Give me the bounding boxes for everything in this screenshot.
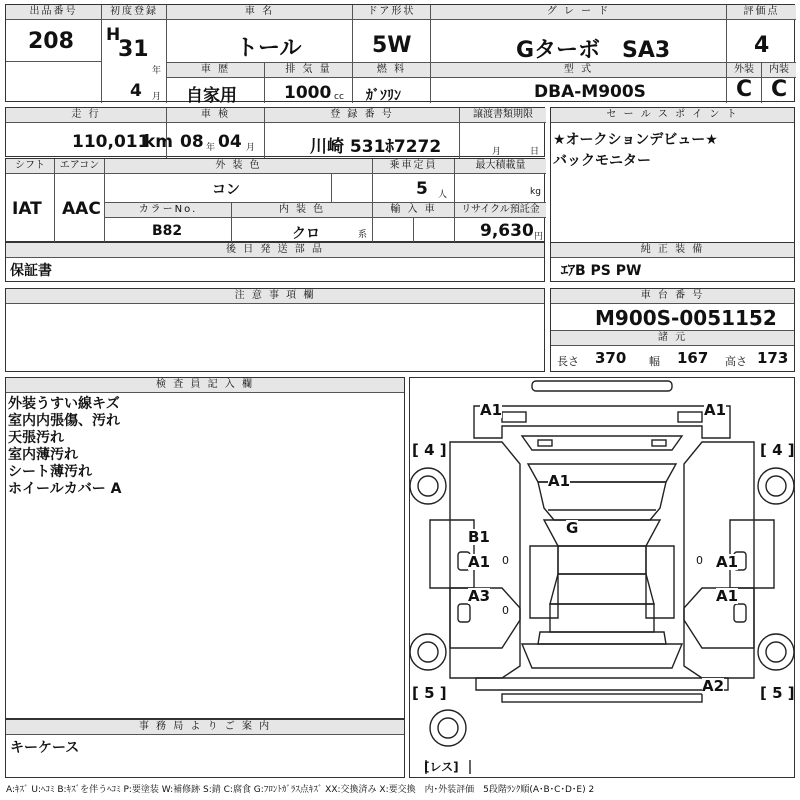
ext-score: C (736, 77, 753, 102)
damage-mark-7: A1 (716, 553, 739, 571)
year-unit: 年 (152, 66, 162, 76)
int-color-label: 内 装 色 (232, 203, 372, 218)
insp-year: 08 (180, 132, 204, 152)
chassis-label: 車 台 番 号 (551, 289, 794, 304)
equipment-block (550, 242, 795, 282)
inspector-label: 検 査 員 記 入 欄 (6, 378, 404, 393)
grade-label: グ レ ー ド (431, 5, 726, 20)
damage-mark-9: A1 (716, 587, 739, 605)
inspector-line-1: 外装うすい線キズ (8, 396, 120, 412)
specs-block (5, 158, 545, 242)
header-block (5, 4, 795, 106)
notes-block (5, 288, 545, 372)
era: H (106, 25, 121, 45)
damage-mark-1: A1 (480, 401, 503, 419)
plate-number: 川崎 531ﾎ7272 (310, 137, 442, 157)
recycle-label: リサイクル預託金 (455, 203, 546, 218)
zero-mark-1: 0 (502, 554, 509, 567)
tire-rear-right: [ 5 ] (760, 684, 795, 702)
damage-mark-10: A2 (702, 677, 725, 695)
equipment-value: ｴｱB PS PW (561, 263, 642, 279)
inspector-line-2: 室内内張傷、汚れ (8, 413, 120, 429)
delivery-label: 後 日 発 送 部 品 (6, 243, 544, 258)
mileage-unit: km (144, 132, 174, 152)
length-label: 長さ (557, 355, 579, 368)
zero-mark-3: 0 (502, 604, 509, 617)
length: 370 (595, 349, 627, 367)
score: 4 (754, 33, 770, 58)
model-label: 型 式 (431, 63, 726, 78)
footer-legend: A:ｷｽﾞ U:ﾍｺﾐ B:ｷｽﾞを伴うﾍｺﾐ P:要塗装 W:補修跡 S:錆 C:腐食 G:ﾌﾛﾝﾄｶﾞﾗｽ点ｷｽﾞ XX:交換済み X:要交換 内･外装評価 5段階ﾗﾝｸ順(A･B･C･D･E) 2 (6, 785, 595, 795)
sales-point-label: セ ー ル ス ポ イ ン ト (551, 108, 794, 123)
insp-month: 04 (218, 132, 242, 152)
damage-mark-5: B1 (468, 528, 490, 546)
lot-number: 208 (28, 29, 74, 54)
damage-mark-4: G (566, 519, 579, 537)
office-value: キーケース (10, 740, 80, 756)
damage-mark-2: A1 (704, 401, 727, 419)
delivery-block (5, 242, 545, 282)
insp-year-unit: 年 (206, 143, 216, 153)
chassis-number: M900S-0051152 (595, 306, 777, 330)
office-label: 事 務 局 よ り ご 案 内 (6, 720, 404, 735)
transfer-day: 日 (530, 147, 540, 157)
door-type: 5W (372, 33, 412, 58)
history-label: 車 歴 (167, 63, 264, 78)
first-reg-label: 初度登録 (102, 5, 166, 20)
recycle-unit: 円 (534, 232, 544, 242)
displacement: 1000 (284, 83, 332, 103)
notes-label: 注 意 事 項 欄 (6, 289, 544, 304)
inspector-block (5, 377, 405, 719)
car-outline (410, 378, 794, 777)
car-diagram (409, 377, 795, 778)
lot-label: 出品番号 (6, 5, 101, 20)
displacement-label: 排 気 量 (265, 63, 352, 78)
mileage-label: 走 行 (6, 108, 166, 123)
score-label: 評価点 (727, 5, 796, 20)
ext-color-label: 外 装 色 (105, 159, 372, 174)
inspection-label: 車 検 (167, 108, 264, 123)
import-label: 輸 入 車 (373, 203, 454, 218)
int-score: C (771, 77, 788, 102)
insp-month-unit: 月 (246, 143, 256, 153)
displacement-unit: cc (334, 92, 344, 102)
history: 自家用 (186, 86, 237, 106)
sales-point-2: バックモニター (553, 153, 651, 169)
fuel: ｶﾞｿﾘﾝ (366, 88, 401, 104)
height: 173 (757, 349, 789, 367)
chassis-block (550, 288, 795, 372)
model: DBA-M900S (534, 82, 646, 102)
color-no: B82 (152, 223, 183, 239)
int-color: クロ (292, 226, 320, 242)
load-label: 最大積載量 (455, 159, 546, 174)
damage-mark-6: A1 (468, 553, 491, 571)
month-unit: 月 (152, 92, 162, 102)
width: 167 (677, 349, 709, 367)
ext-color: コン (212, 182, 240, 198)
dims-label: 諸 元 (551, 330, 794, 346)
tire-front-left: [ 4 ] (412, 441, 447, 459)
recycle-fee: 9,630 (480, 221, 534, 241)
aircon: AAC (62, 199, 101, 219)
transfer-label: 譲渡書類期限 (460, 108, 546, 123)
reg-year: 31 (118, 37, 149, 62)
color-no-label: カラーNo. (105, 203, 231, 218)
ext-label: 外装 (727, 63, 761, 78)
capacity: 5 (416, 179, 428, 199)
capacity-label: 乗車定員 (373, 159, 454, 174)
int-label: 内装 (762, 63, 796, 78)
grade: Gターボ SA3 (516, 38, 671, 63)
delivery-value: 保証書 (10, 263, 52, 279)
fuel-label: 燃 料 (353, 63, 430, 78)
door-label: ドア形状 (353, 5, 430, 20)
width-label: 幅 (649, 355, 660, 368)
office-block (5, 719, 405, 778)
height-label: 高さ (725, 355, 747, 368)
car-name-label: 車 名 (167, 5, 352, 20)
inspector-line-4: 室内薄汚れ (8, 447, 78, 463)
spare-tire-label: [レス] (424, 760, 459, 774)
damage-mark-3: A1 (548, 472, 571, 490)
load-unit: kg (530, 187, 541, 197)
equipment-label: 純 正 装 備 (551, 243, 794, 258)
tire-rear-left: [ 5 ] (412, 684, 447, 702)
mileage: 110,011 (72, 132, 150, 152)
shift-label: シフト (6, 159, 54, 174)
shift: IAT (12, 199, 42, 219)
int-color-unit: 系 (358, 230, 368, 240)
plate-label: 登 録 番 号 (265, 108, 459, 123)
aircon-label: エアコン (55, 159, 104, 174)
zero-mark-2: 0 (696, 554, 703, 567)
inspector-line-5: シート薄汚れ (8, 464, 92, 480)
damage-mark-8: A3 (468, 587, 491, 605)
sales-point-1: ★オークションデビュー★ (553, 132, 718, 148)
tire-front-right: [ 4 ] (760, 441, 795, 459)
mileage-block (5, 107, 545, 157)
inspector-line-3: 天張汚れ (8, 430, 64, 446)
inspector-line-6: ホイールカバー A (8, 481, 122, 497)
reg-month: 4 (130, 81, 142, 101)
transfer-month: 月 (492, 147, 502, 157)
car-name: トール (236, 36, 302, 61)
sales-point-block (550, 107, 795, 255)
capacity-unit: 人 (438, 190, 448, 200)
